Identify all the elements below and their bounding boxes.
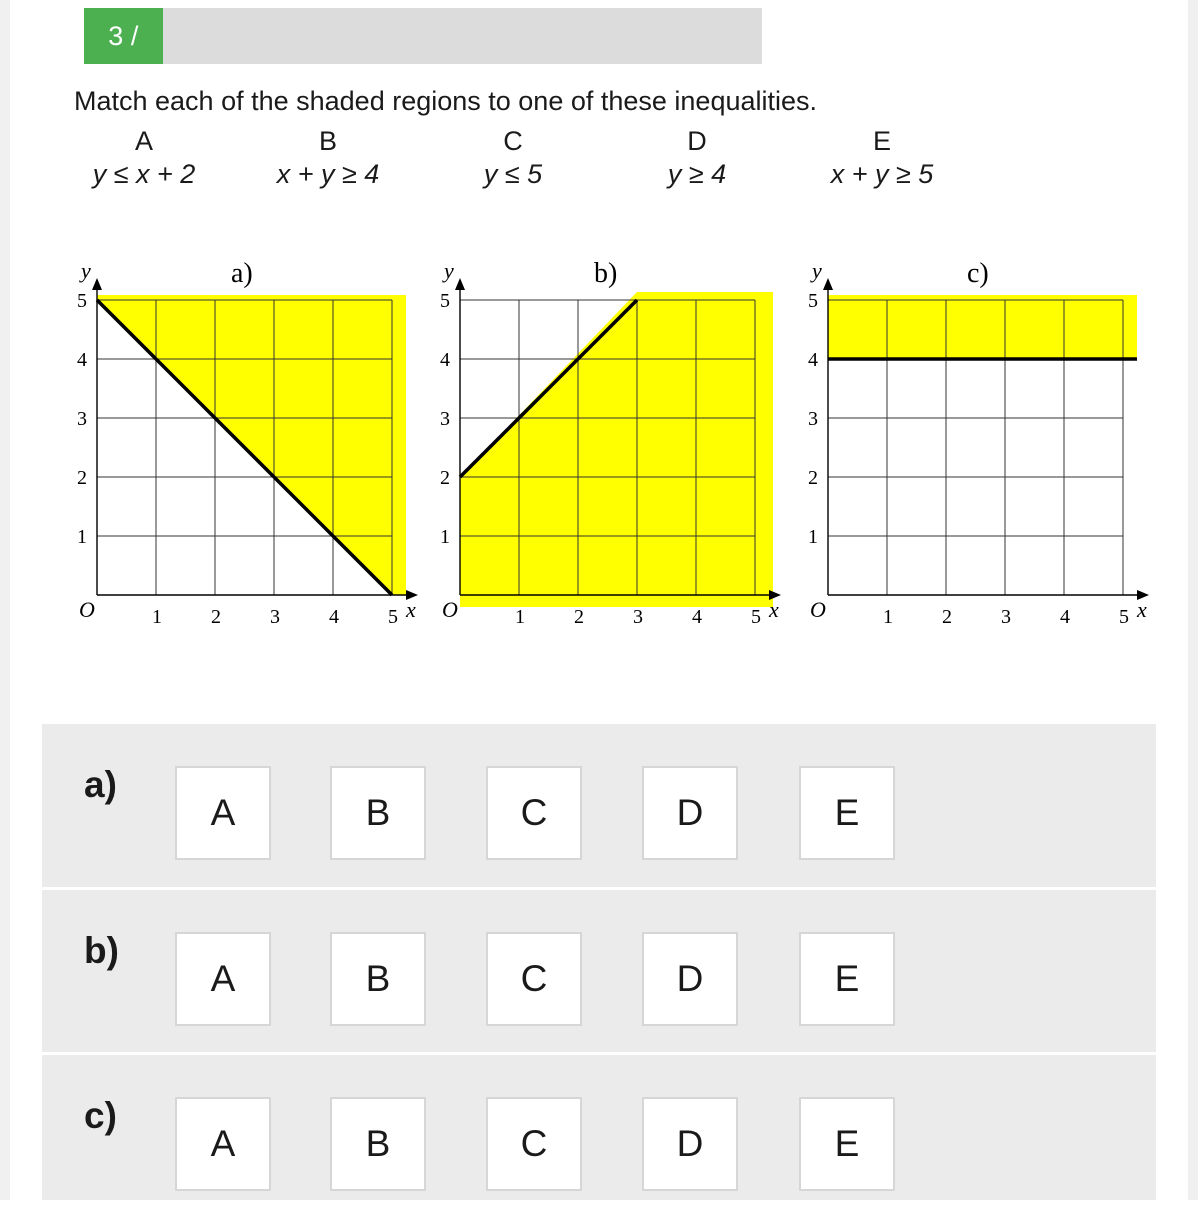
- y-tick-label: 4: [808, 349, 818, 371]
- y-axis-arrow: [823, 278, 833, 290]
- choice-a-option-b[interactable]: B: [330, 766, 426, 860]
- answer-panel: [42, 724, 1156, 1200]
- y-tick-label: 2: [440, 467, 450, 489]
- x-tick-label: 5: [388, 606, 398, 628]
- shaded-region-3: [828, 295, 1137, 359]
- option-a: [64, 126, 224, 192]
- y-tick-label: 4: [77, 349, 87, 371]
- choice-a-option-c[interactable]: C: [486, 766, 582, 860]
- x-tick-label: 5: [751, 606, 761, 628]
- y-tick-label: 1: [808, 526, 818, 548]
- answer-row-a: [42, 724, 1156, 886]
- y-tick-label: 1: [440, 526, 450, 548]
- choice-c-option-a[interactable]: A: [175, 1097, 271, 1191]
- choice-c-option-e[interactable]: E: [799, 1097, 895, 1191]
- y-tick-label: 1: [77, 526, 87, 548]
- x-tick-label: 4: [692, 606, 702, 628]
- answer-row-c: [42, 1055, 1156, 1217]
- x-tick-label: 2: [942, 606, 952, 628]
- y-tick-label: 2: [77, 467, 87, 489]
- y-tick-label: 5: [77, 290, 87, 312]
- x-axis-label: x: [769, 597, 779, 622]
- shaded-region-1: [97, 295, 406, 595]
- x-axis-label: x: [406, 597, 416, 622]
- graph-title: c): [967, 258, 989, 289]
- y-tick-label: 5: [440, 290, 450, 312]
- x-tick-label: 1: [515, 606, 525, 628]
- progress-bar: [84, 8, 762, 64]
- option-letter: B: [318, 126, 337, 156]
- y-tick-label: 2: [808, 467, 818, 489]
- choice-a-option-d[interactable]: D: [642, 766, 738, 860]
- choice-a-option-a[interactable]: A: [175, 766, 271, 860]
- choice-b-option-d[interactable]: D: [642, 932, 738, 1026]
- answer-row-b: [42, 890, 1156, 1052]
- x-tick-label: 2: [211, 606, 221, 628]
- choice-c-option-c[interactable]: C: [486, 1097, 582, 1191]
- choice-b-option-e[interactable]: E: [799, 932, 895, 1026]
- option-inequality: y ≤ 5: [483, 159, 543, 189]
- graphs-panel: [0, 250, 1198, 650]
- option-c: [433, 126, 593, 192]
- choice-a-option-e[interactable]: E: [799, 766, 895, 860]
- y-tick-label: 5: [808, 290, 818, 312]
- choice-c-option-d[interactable]: D: [642, 1097, 738, 1191]
- x-tick-label: 1: [883, 606, 893, 628]
- choice-c-option-b[interactable]: B: [330, 1097, 426, 1191]
- y-tick-label: 3: [440, 408, 450, 430]
- option-inequality: y ≥ 4: [667, 159, 727, 189]
- question-instruction: Match each of the shaded regions to one of these inequalities.: [74, 86, 818, 116]
- y-axis-label: y: [444, 258, 454, 283]
- progress-fill: 3 /: [84, 8, 163, 64]
- origin-label: O: [79, 597, 95, 622]
- row-label: c): [84, 1095, 117, 1136]
- option-inequality: y ≤ x + 2: [92, 159, 196, 189]
- row-label: b): [84, 930, 119, 971]
- y-axis-label: y: [81, 258, 91, 283]
- y-axis-arrow: [92, 278, 102, 290]
- option-inequality: x + y ≥ 4: [276, 159, 380, 189]
- choice-b-option-c[interactable]: C: [486, 932, 582, 1026]
- option-letter: C: [503, 126, 523, 156]
- option-letter: A: [134, 126, 153, 156]
- x-tick-label: 2: [574, 606, 584, 628]
- option-b: [248, 126, 408, 192]
- x-tick-label: 3: [270, 606, 280, 628]
- graph-title: b): [594, 258, 618, 289]
- y-tick-label: 3: [808, 408, 818, 430]
- choice-b-option-a[interactable]: A: [175, 932, 271, 1026]
- graph-title: a): [231, 258, 253, 289]
- y-axis-label: y: [812, 258, 822, 283]
- x-tick-label: 3: [633, 606, 643, 628]
- y-axis-arrow: [455, 278, 465, 290]
- option-e: [802, 126, 962, 192]
- choice-b-option-b[interactable]: B: [330, 932, 426, 1026]
- option-letter: E: [872, 126, 891, 156]
- x-tick-label: 1: [152, 606, 162, 628]
- x-tick-label: 4: [1060, 606, 1070, 628]
- y-tick-label: 4: [440, 349, 450, 371]
- x-tick-label: 5: [1119, 606, 1129, 628]
- x-axis-label: x: [1137, 597, 1147, 622]
- option-d: [617, 126, 777, 192]
- x-tick-label: 3: [1001, 606, 1011, 628]
- y-tick-label: 3: [77, 408, 87, 430]
- origin-label: O: [442, 597, 458, 622]
- row-label: a): [84, 764, 117, 805]
- option-inequality: x + y ≥ 5: [830, 159, 934, 189]
- origin-label: O: [810, 597, 826, 622]
- option-letter: D: [687, 126, 707, 156]
- x-tick-label: 4: [329, 606, 339, 628]
- shaded-region-2: [460, 292, 773, 607]
